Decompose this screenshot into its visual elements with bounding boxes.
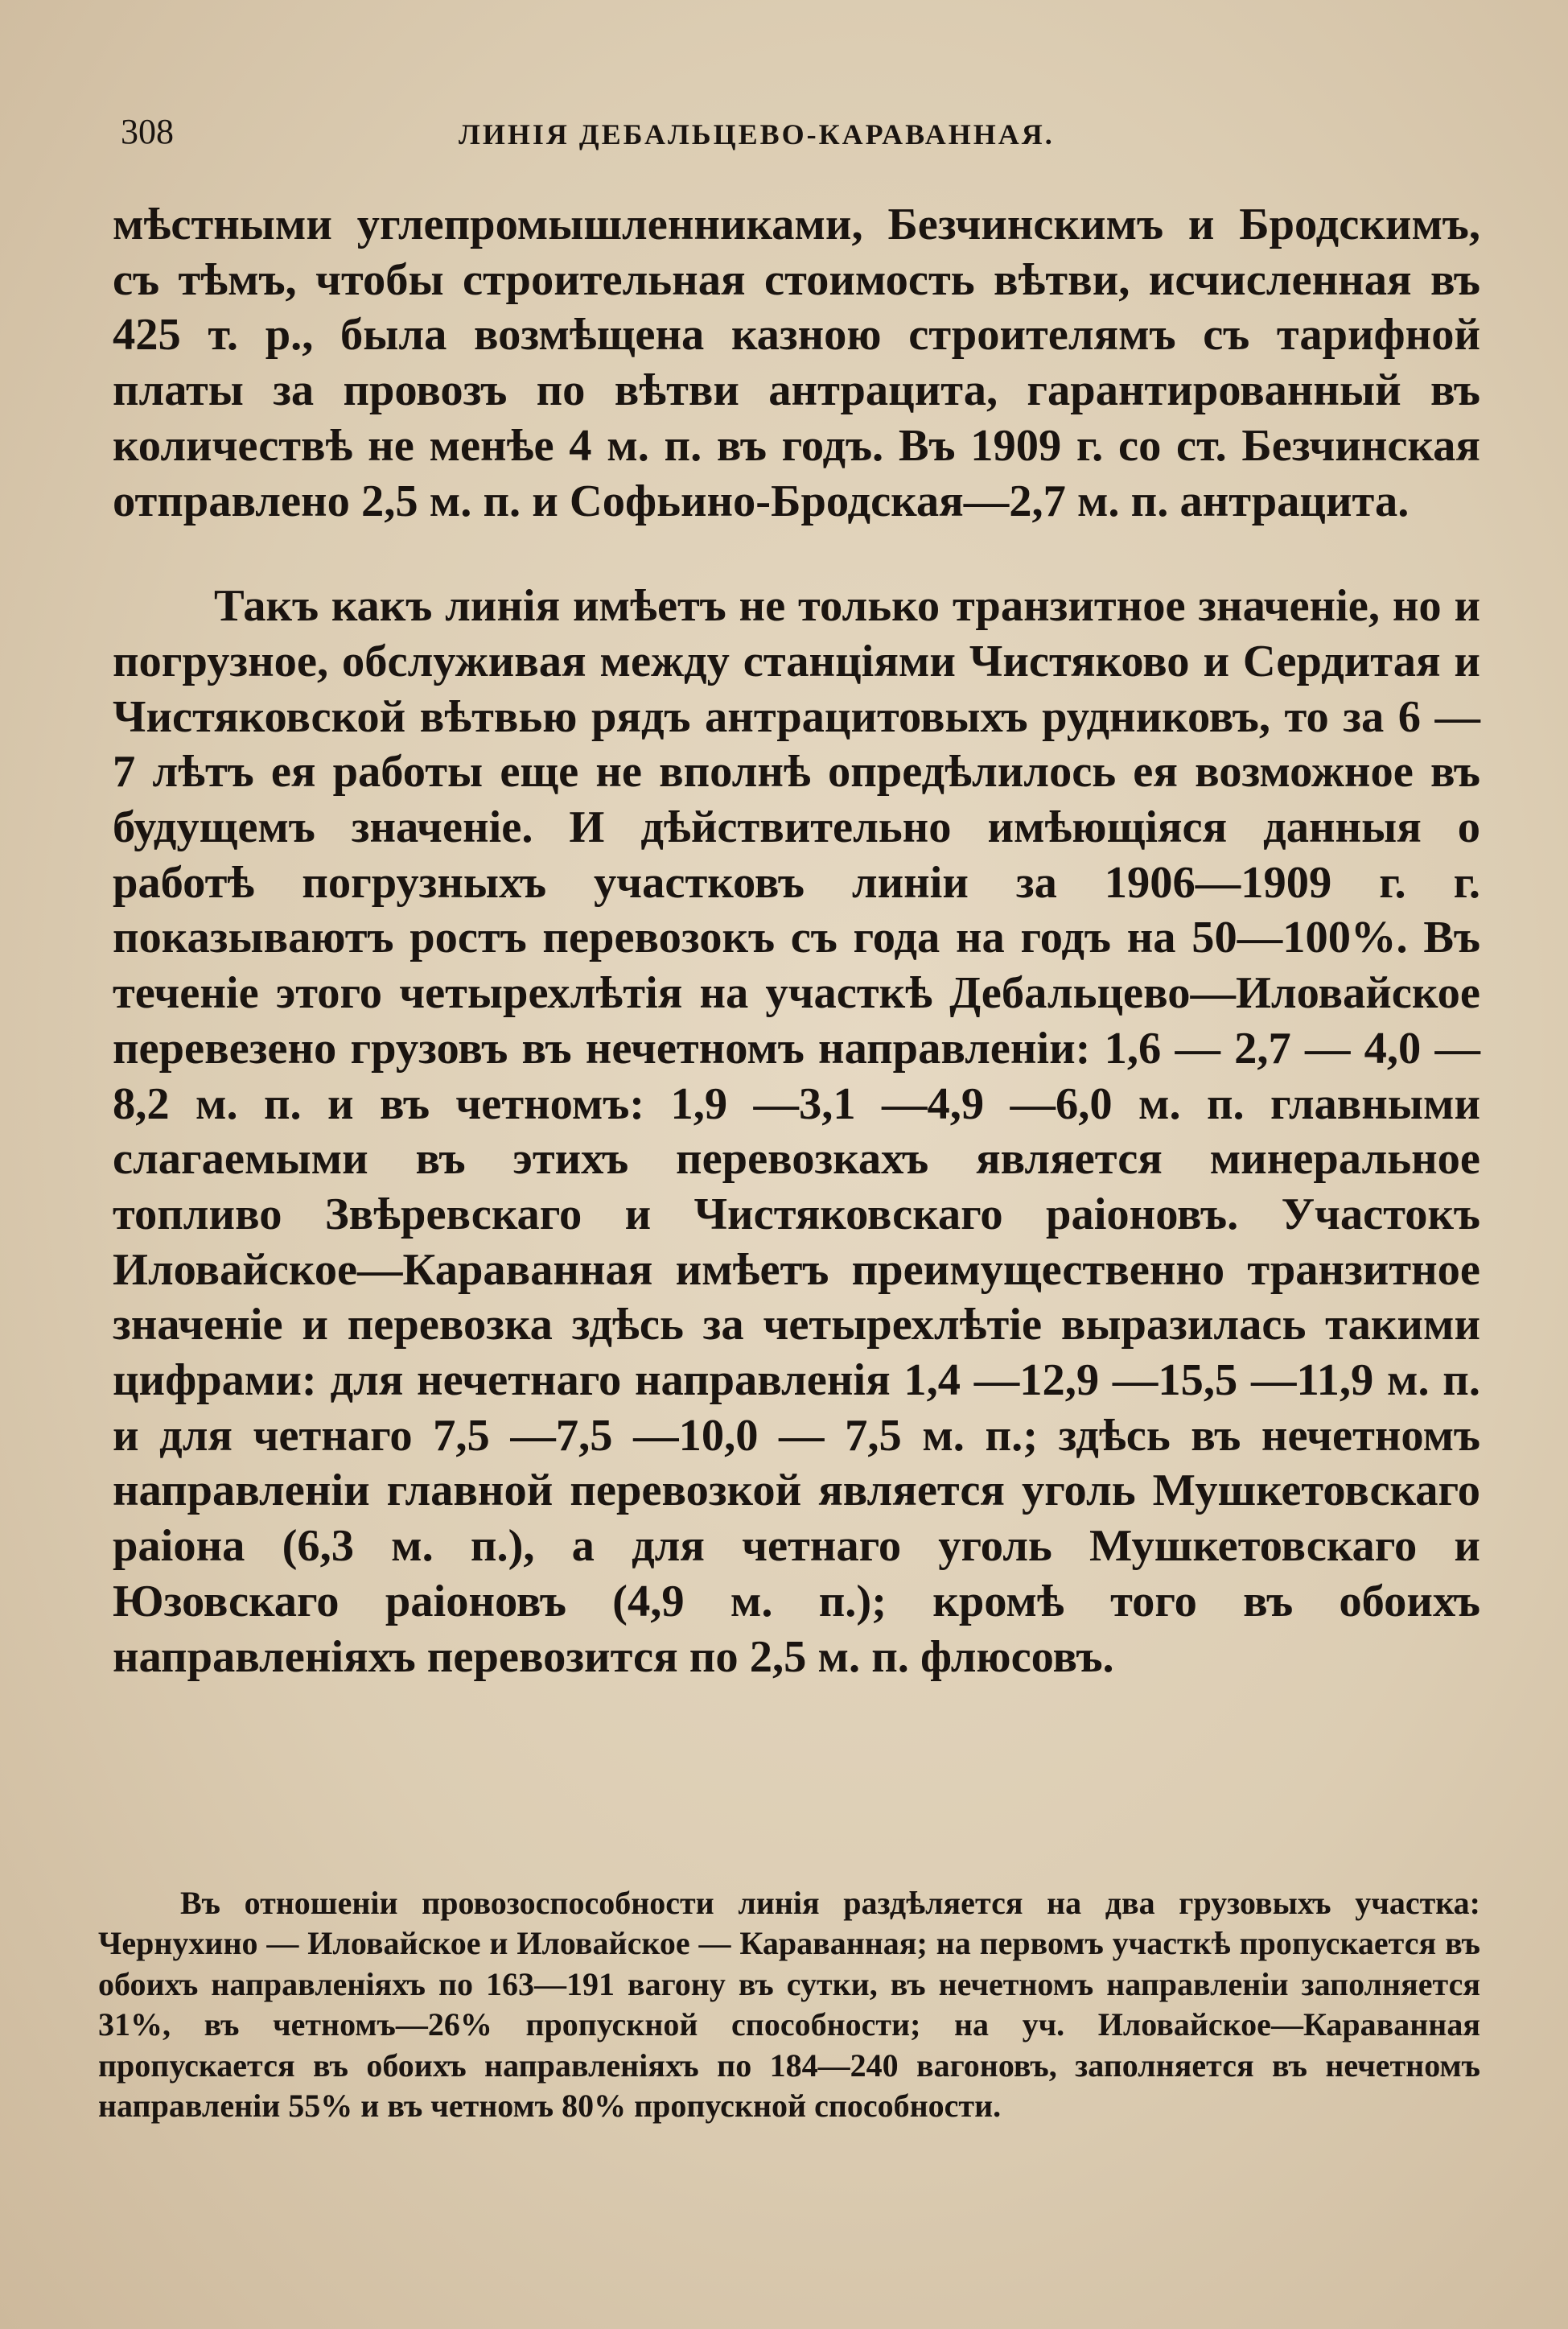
paragraph-2: Такъ какъ линія имѣетъ не только транзитное значеніе, но и погрузное, обслуживая между станціями Чистяково и Сердитая и Чистяковской вѣтвью рядъ антрацитовыхъ рудниковъ, то за 6 — 7 лѣтъ ея работы еще не вполнѣ опредѣлилось ея возможное въ будущемъ значеніе. И дѣйствительно имѣющіяся данныя о работѣ погрузныхъ участковъ линіи за 1906—1909 г. г. показываютъ ростъ перевозокъ съ года на годъ на 50—100%. Въ теченіе этого четырехлѣтія на участкѣ Дебальцево—Иловайское перевезено грузовъ въ нечетномъ направленіи: 1,6 — 2,7 — 4,0 —8,2 м. п. и въ четномъ: 1,9 —3,1 —4,9 —6,0 м. п. главными слагаемыми въ этихъ перевозкахъ является минеральное топливо Звѣревскаго и Чистяковскаго раіоновъ. Участокъ Иловайское—Караванная имѣетъ преимущественно транзитное значеніе и перевозка здѣсь за четырехлѣтіе выразилась такими цифрами: для нечетнаго направленія 1,4 —12,9 —15,5 —11,9 м. п. и для четнаго 7,5 —7,5 —10,0 — 7,5 м. п.; здѣсь въ нечетномъ направленіи главной перевозкой является уголь Мушкетовскаго раіона (6,3 м. п.), а для четнаго уголь Мушкетовскаго и Юзовскаго раіоновъ (4,9 м. п.); кромѣ того въ обоихъ направленіяхъ перевозится по 2,5 м. п. флюсовъ. <box>113 581 1480 1682</box>
footnote: Въ отношеніи провозоспособности линія раздѣляется на два грузовыхъ участка: Чернухино — Иловайское и Иловайское — Караванная; на первомъ участкѣ пропускается въ обоихъ направленіяхъ по 163—191 вагону въ сутки, въ нечетномъ направленіи заполняется 31%, въ четномъ—26% пропускной способности; на уч. Иловайское—Караванная пропускается въ обоихъ направленіяхъ по 184—240 вагоновъ, заполняется въ нечетномъ направленіи 55% и въ четномъ 80% пропускной способности. <box>98 1885 1480 2125</box>
page-header <box>121 111 1488 159</box>
page-number: 308 <box>121 112 174 151</box>
paragraph-1: мѣстными углепромышленниками, Безчинскимъ и Бродскимъ, съ тѣмъ, чтобы строительная стоимость вѣтви, исчисленная въ 425 т. р., была возмѣщена казною строителямъ съ тарифной платы за провозъ по вѣтви антрацита, гарантированный въ количествѣ не менѣе 4 м. п. въ годъ. Въ 1909 г. со ст. Безчинская отправлено 2,5 м. п. и Софьино-Бродская—2,7 м. п. антрацита. <box>113 200 1480 526</box>
running-head: ЛИНІЯ ДЕБАЛЬЦЕВО-КАРАВАННАЯ. <box>459 118 1055 150</box>
body-text <box>113 197 1480 1684</box>
